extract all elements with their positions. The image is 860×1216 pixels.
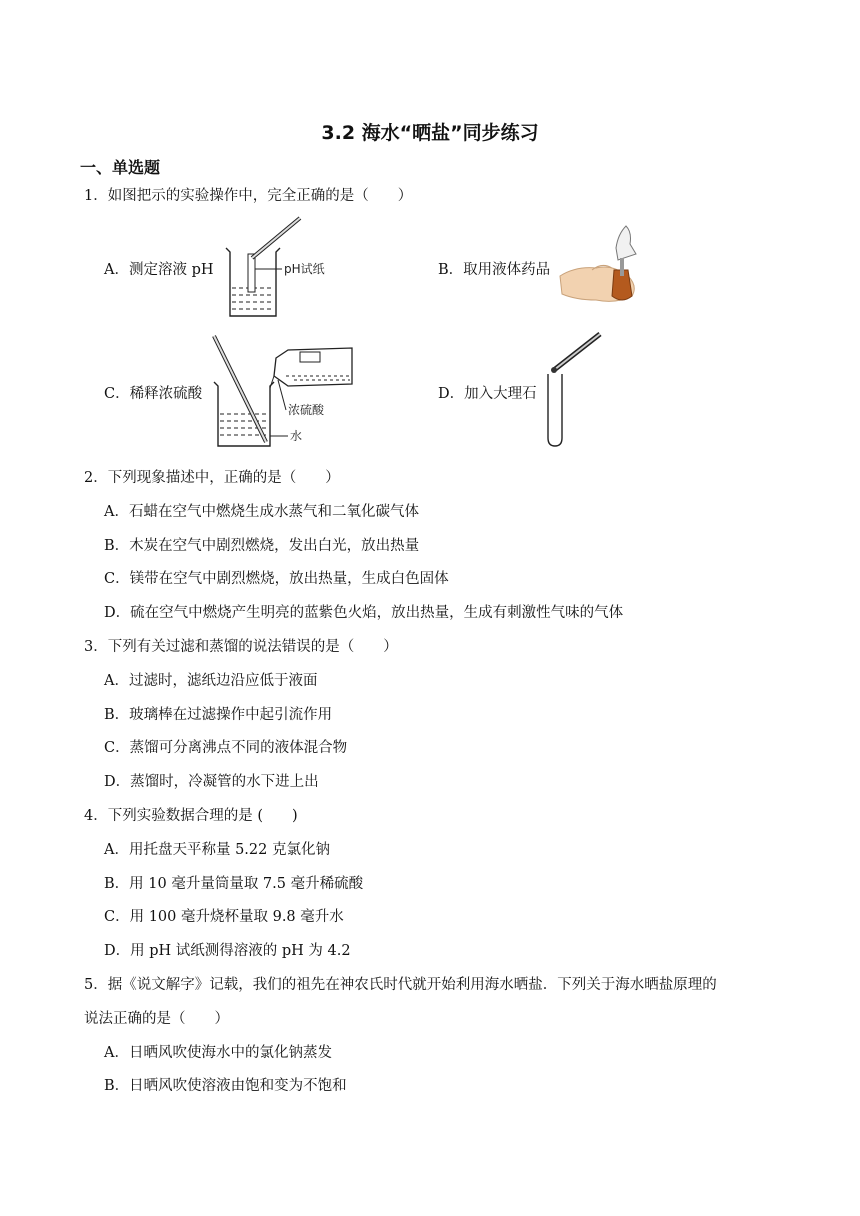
- q2-option-d: D．硫在空气中燃烧产生明亮的蓝紫色火焰，放出热量，生成有刺激性气味的气体: [104, 605, 624, 621]
- q4-option-c: C．用 100 毫升烧杯量取 9.8 毫升水: [104, 909, 344, 925]
- question-4-stem: 4．下列实验数据合理的是 ( ): [84, 808, 298, 824]
- q1-option-d: D．加入大理石: [438, 386, 537, 402]
- ph-paper-label: pH试纸: [284, 262, 325, 276]
- question-3-stem: 3．下列有关过滤和蒸馏的说法错误的是（ ）: [84, 639, 398, 655]
- q3-option-a: A．过滤时，滤纸边沿应低于液面: [104, 673, 318, 689]
- q1-option-b: B．取用液体药品: [438, 262, 551, 278]
- water-label: 水: [290, 429, 303, 443]
- q4-option-a: A．用托盘天平称量 5.22 克氯化钠: [104, 842, 330, 858]
- q3-option-c: C．蒸馏可分离沸点不同的液体混合物: [104, 740, 348, 756]
- dilute-acid-figure: [204, 332, 354, 450]
- test-tube-figure: [540, 328, 610, 452]
- q1-option-c: C．稀释浓硫酸: [104, 386, 203, 402]
- q5-option-b: B．日晒风吹使溶液由饱和变为不饱和: [104, 1078, 347, 1094]
- q5-option-a: A．日晒风吹使海水中的氯化钠蒸发: [104, 1045, 332, 1061]
- question-5-stem-line2: 说法正确的是（ ）: [84, 1011, 229, 1027]
- question-1-stem: 1．如图把示的实验操作中，完全正确的是（ ）: [84, 188, 413, 204]
- ph-test-figure: [218, 214, 348, 320]
- dropper-hand-figure: [556, 224, 646, 310]
- section-heading: 一、单选题: [80, 158, 161, 177]
- question-2-stem: 2．下列现象描述中，正确的是（ ）: [84, 470, 340, 486]
- q3-option-b: B．玻璃棒在过滤操作中起引流作用: [104, 707, 333, 723]
- conc-acid-label: 浓硫酸: [288, 403, 325, 417]
- q2-option-c: C．镁带在空气中剧烈燃烧，放出热量，生成白色固体: [104, 571, 449, 587]
- q2-option-a: A．石蜡在空气中燃烧生成水蒸气和二氧化碳气体: [104, 504, 419, 520]
- q4-option-d: D．用 pH 试纸测得溶液的 pH 为 4.2: [104, 943, 351, 959]
- page-title: 3.2 海水“晒盐”同步练习: [321, 122, 539, 144]
- question-5-stem-line1: 5．据《说文解字》记载，我们的祖先在神农氏时代就开始利用海水晒盐．下列关于海水晒盐原理的: [84, 977, 717, 993]
- q4-option-b: B．用 10 毫升量筒量取 7.5 毫升稀硫酸: [104, 876, 364, 892]
- q2-option-b: B．木炭在空气中剧烈燃烧，发出白光，放出热量: [104, 538, 420, 554]
- q1-option-a: A．测定溶液 pH: [104, 262, 214, 278]
- q3-option-d: D．蒸馏时，冷凝管的水下进上出: [104, 774, 319, 790]
